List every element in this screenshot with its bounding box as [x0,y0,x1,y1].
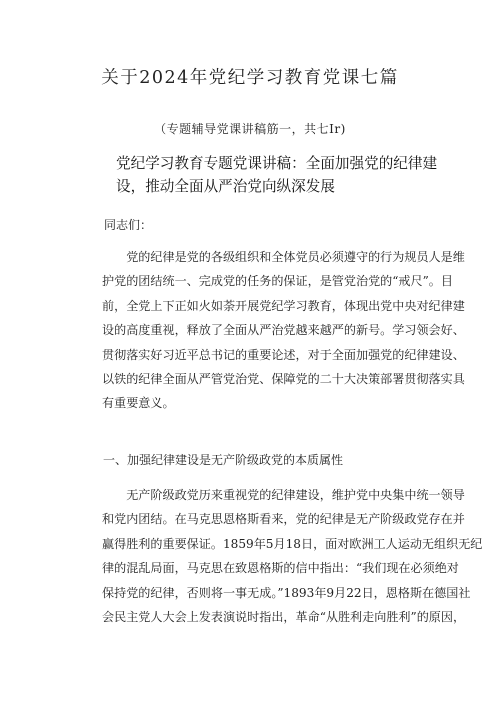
paragraph-line: 护党的团结统一、完成党的任务的保证，是管党治党的“戒尺”。目 [102,274,453,289]
paragraph-line: 和党内团结。在马克思恩格斯看来，党的纪律是无产阶级政党存在并 [102,512,465,527]
salutation: 同志们： [104,218,153,232]
document-title: 关于2024年党纪学习教育党课七篇 [101,68,399,88]
heading-line-2: 设，推动全面从严治党向纵深发展 [116,178,335,195]
paragraph-2 [102,483,483,629]
paragraph-1 [102,245,465,416]
document-subtitle: （专题辅导党课讲稿筋一，共七Ir) [154,122,346,136]
paragraph-line: 设的高度重视，释放了全面从严治党越来越严的新号。学习领会好、 [102,323,465,338]
paragraph-line: 有重要意义。 [102,396,175,411]
paragraph-line: 党的纪律是党的各级组织和全体党员必须遵守的行为规员人是维 [102,250,465,264]
paragraph-line: 保持党的纪律，否则将一事无成。”1893年9月22日，恩格斯在德国社 [102,585,471,600]
section-heading [116,152,438,198]
paragraph-line: 无产阶级政党历来重视党的纪律建设，维护党中央集中统一领导 [102,488,465,502]
paragraph-line: 赢得胜利的重要保证。1859年5月18日，面对欧洲工人运动无组织无纪 [102,536,483,551]
paragraph-line: 会民主党人大会上发表演说时指出，革命“从胜利走向胜利”的原因， [102,610,466,625]
section-title: 一、加强纪律建设是无产阶级政党的本质属性 [103,453,344,467]
paragraph-line: 以铁的纪律全面从严管党治党、保障党的二十大决策部署贯彻落实具 [102,372,465,387]
paragraph-line: 前，全党上下正如火如荼开展党纪学习教育，体现出党中央对纪律建 [102,298,465,313]
heading-line-1: 党纪学习教育专题党课讲稿：全面加强党的纪律建 [116,155,438,172]
paragraph-line: 贯彻落实好习近平总书记的重要论述，对于全面加强党的纪律建设、 [102,347,465,362]
paragraph-line: 律的混乱局面，马克思在致恩格斯的信中指出：“我们现在必须绝对 [102,561,459,576]
